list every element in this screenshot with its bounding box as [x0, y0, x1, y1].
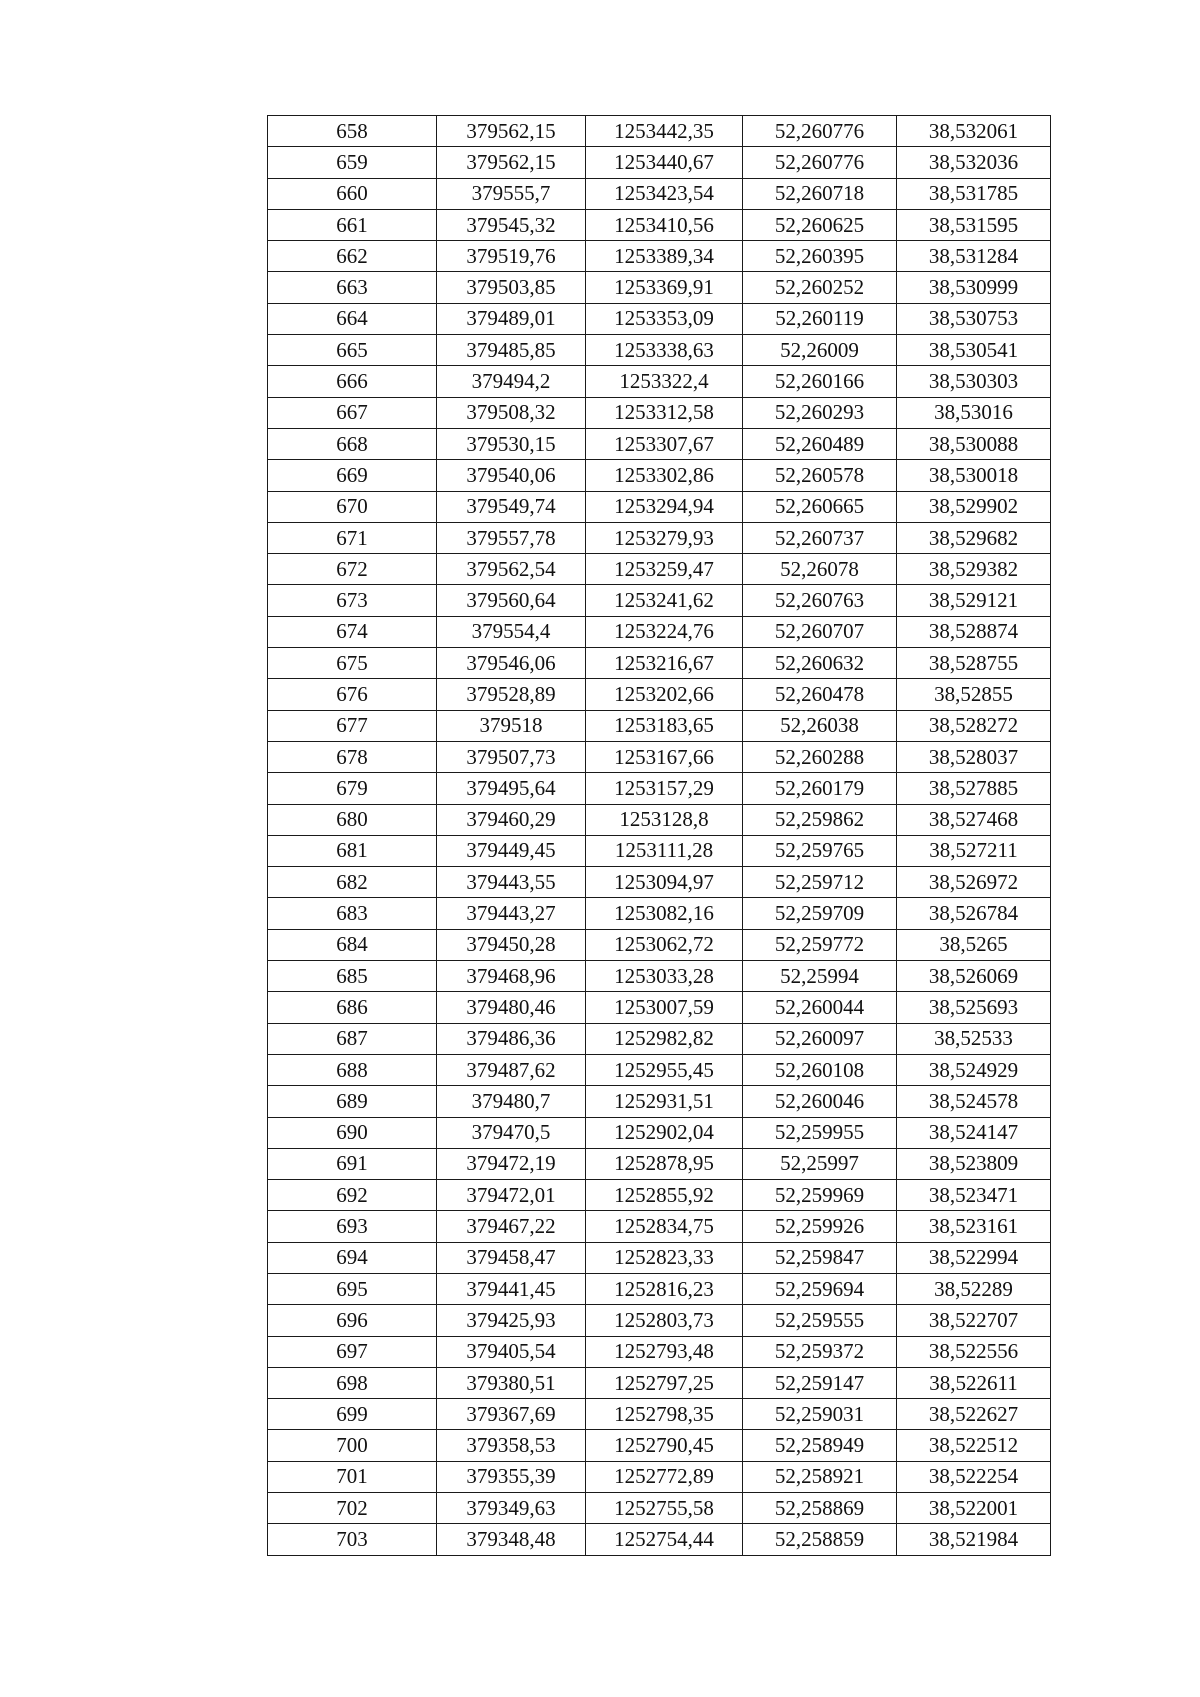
- table-row: [268, 1054, 1051, 1085]
- latitude-cell: 52,26078: [743, 554, 897, 585]
- point-number-cell: 669: [268, 460, 437, 491]
- x-coordinate-cell: 379555,7: [437, 178, 586, 209]
- y-coordinate-cell: 1253369,91: [586, 272, 743, 303]
- point-number-cell: 693: [268, 1211, 437, 1242]
- longitude-cell: 38,522254: [897, 1461, 1051, 1492]
- y-coordinate-cell: 1252790,45: [586, 1430, 743, 1461]
- table-row: [268, 522, 1051, 553]
- longitude-cell: 38,530999: [897, 272, 1051, 303]
- x-coordinate-cell: 379358,53: [437, 1430, 586, 1461]
- latitude-cell: 52,259709: [743, 898, 897, 929]
- y-coordinate-cell: 1253353,09: [586, 303, 743, 334]
- table-row: [268, 741, 1051, 772]
- x-coordinate-cell: 379355,39: [437, 1461, 586, 1492]
- longitude-cell: 38,523161: [897, 1211, 1051, 1242]
- point-number-cell: 702: [268, 1493, 437, 1524]
- point-number-cell: 692: [268, 1180, 437, 1211]
- longitude-cell: 38,527885: [897, 773, 1051, 804]
- longitude-cell: 38,523809: [897, 1148, 1051, 1179]
- longitude-cell: 38,52855: [897, 679, 1051, 710]
- y-coordinate-cell: 1253224,76: [586, 616, 743, 647]
- table-row: [268, 929, 1051, 960]
- x-coordinate-cell: 379489,01: [437, 303, 586, 334]
- latitude-cell: 52,260489: [743, 428, 897, 459]
- table-row: [268, 1023, 1051, 1054]
- longitude-cell: 38,522611: [897, 1367, 1051, 1398]
- longitude-cell: 38,530303: [897, 366, 1051, 397]
- point-number-cell: 700: [268, 1430, 437, 1461]
- point-number-cell: 667: [268, 397, 437, 428]
- y-coordinate-cell: 1252798,35: [586, 1399, 743, 1430]
- point-number-cell: 695: [268, 1273, 437, 1304]
- point-number-cell: 699: [268, 1399, 437, 1430]
- longitude-cell: 38,530088: [897, 428, 1051, 459]
- latitude-cell: 52,259765: [743, 835, 897, 866]
- longitude-cell: 38,526972: [897, 867, 1051, 898]
- x-coordinate-cell: 379468,96: [437, 961, 586, 992]
- longitude-cell: 38,523471: [897, 1180, 1051, 1211]
- table-row: [268, 209, 1051, 240]
- latitude-cell: 52,258921: [743, 1461, 897, 1492]
- x-coordinate-cell: 379554,4: [437, 616, 586, 647]
- y-coordinate-cell: 1253302,86: [586, 460, 743, 491]
- y-coordinate-cell: 1252754,44: [586, 1524, 743, 1555]
- longitude-cell: 38,526784: [897, 898, 1051, 929]
- point-number-cell: 663: [268, 272, 437, 303]
- y-coordinate-cell: 1252878,95: [586, 1148, 743, 1179]
- y-coordinate-cell: 1252834,75: [586, 1211, 743, 1242]
- longitude-cell: 38,524578: [897, 1086, 1051, 1117]
- point-number-cell: 680: [268, 804, 437, 835]
- latitude-cell: 52,259694: [743, 1273, 897, 1304]
- table-row: [268, 835, 1051, 866]
- table-row: [268, 241, 1051, 272]
- longitude-cell: 38,528755: [897, 648, 1051, 679]
- y-coordinate-cell: 1253183,65: [586, 710, 743, 741]
- x-coordinate-cell: 379443,55: [437, 867, 586, 898]
- table-row: [268, 1148, 1051, 1179]
- longitude-cell: 38,522707: [897, 1305, 1051, 1336]
- x-coordinate-cell: 379540,06: [437, 460, 586, 491]
- longitude-cell: 38,532061: [897, 116, 1051, 147]
- point-number-cell: 686: [268, 992, 437, 1023]
- x-coordinate-cell: 379441,45: [437, 1273, 586, 1304]
- x-coordinate-cell: 379472,01: [437, 1180, 586, 1211]
- longitude-cell: 38,52533: [897, 1023, 1051, 1054]
- y-coordinate-cell: 1253312,58: [586, 397, 743, 428]
- longitude-cell: 38,527468: [897, 804, 1051, 835]
- x-coordinate-cell: 379486,36: [437, 1023, 586, 1054]
- table-row: [268, 397, 1051, 428]
- x-coordinate-cell: 379528,89: [437, 679, 586, 710]
- latitude-cell: 52,260737: [743, 522, 897, 553]
- table-row: [268, 1524, 1051, 1555]
- table-row: [268, 428, 1051, 459]
- x-coordinate-cell: 379467,22: [437, 1211, 586, 1242]
- longitude-cell: 38,530018: [897, 460, 1051, 491]
- x-coordinate-cell: 379458,47: [437, 1242, 586, 1273]
- longitude-cell: 38,522001: [897, 1493, 1051, 1524]
- latitude-cell: 52,259955: [743, 1117, 897, 1148]
- longitude-cell: 38,532036: [897, 147, 1051, 178]
- latitude-cell: 52,260395: [743, 241, 897, 272]
- latitude-cell: 52,260288: [743, 741, 897, 772]
- x-coordinate-cell: 379443,27: [437, 898, 586, 929]
- table-row: [268, 1461, 1051, 1492]
- latitude-cell: 52,260776: [743, 116, 897, 147]
- x-coordinate-cell: 379348,48: [437, 1524, 586, 1555]
- y-coordinate-cell: 1252823,33: [586, 1242, 743, 1273]
- latitude-cell: 52,260665: [743, 491, 897, 522]
- latitude-cell: 52,260252: [743, 272, 897, 303]
- table-row: [268, 147, 1051, 178]
- table-row: [268, 616, 1051, 647]
- point-number-cell: 681: [268, 835, 437, 866]
- point-number-cell: 683: [268, 898, 437, 929]
- table-row: [268, 710, 1051, 741]
- table-row: [268, 679, 1051, 710]
- x-coordinate-cell: 379380,51: [437, 1367, 586, 1398]
- latitude-cell: 52,26038: [743, 710, 897, 741]
- longitude-cell: 38,529902: [897, 491, 1051, 522]
- latitude-cell: 52,25994: [743, 961, 897, 992]
- y-coordinate-cell: 1252855,92: [586, 1180, 743, 1211]
- y-coordinate-cell: 1253338,63: [586, 335, 743, 366]
- y-coordinate-cell: 1253279,93: [586, 522, 743, 553]
- point-number-cell: 679: [268, 773, 437, 804]
- point-number-cell: 673: [268, 585, 437, 616]
- x-coordinate-cell: 379530,15: [437, 428, 586, 459]
- x-coordinate-cell: 379405,54: [437, 1336, 586, 1367]
- latitude-cell: 52,259147: [743, 1367, 897, 1398]
- x-coordinate-cell: 379495,64: [437, 773, 586, 804]
- point-number-cell: 684: [268, 929, 437, 960]
- longitude-cell: 38,527211: [897, 835, 1051, 866]
- x-coordinate-cell: 379472,19: [437, 1148, 586, 1179]
- point-number-cell: 687: [268, 1023, 437, 1054]
- x-coordinate-cell: 379480,46: [437, 992, 586, 1023]
- table-row: [268, 1117, 1051, 1148]
- point-number-cell: 670: [268, 491, 437, 522]
- longitude-cell: 38,53016: [897, 397, 1051, 428]
- table-row: [268, 1242, 1051, 1273]
- y-coordinate-cell: 1253062,72: [586, 929, 743, 960]
- y-coordinate-cell: 1253033,28: [586, 961, 743, 992]
- point-number-cell: 658: [268, 116, 437, 147]
- x-coordinate-cell: 379519,76: [437, 241, 586, 272]
- y-coordinate-cell: 1253423,54: [586, 178, 743, 209]
- x-coordinate-cell: 379549,74: [437, 491, 586, 522]
- latitude-cell: 52,260046: [743, 1086, 897, 1117]
- longitude-cell: 38,531785: [897, 178, 1051, 209]
- x-coordinate-cell: 379503,85: [437, 272, 586, 303]
- longitude-cell: 38,524147: [897, 1117, 1051, 1148]
- x-coordinate-cell: 379562,54: [437, 554, 586, 585]
- longitude-cell: 38,530753: [897, 303, 1051, 334]
- y-coordinate-cell: 1253111,28: [586, 835, 743, 866]
- y-coordinate-cell: 1253007,59: [586, 992, 743, 1023]
- longitude-cell: 38,528272: [897, 710, 1051, 741]
- point-number-cell: 698: [268, 1367, 437, 1398]
- x-coordinate-cell: 379460,29: [437, 804, 586, 835]
- y-coordinate-cell: 1253259,47: [586, 554, 743, 585]
- y-coordinate-cell: 1253440,67: [586, 147, 743, 178]
- longitude-cell: 38,528037: [897, 741, 1051, 772]
- y-coordinate-cell: 1253157,29: [586, 773, 743, 804]
- y-coordinate-cell: 1253389,34: [586, 241, 743, 272]
- point-number-cell: 703: [268, 1524, 437, 1555]
- latitude-cell: 52,260718: [743, 178, 897, 209]
- point-number-cell: 696: [268, 1305, 437, 1336]
- point-number-cell: 671: [268, 522, 437, 553]
- table-row: [268, 1493, 1051, 1524]
- longitude-cell: 38,524929: [897, 1054, 1051, 1085]
- table-row: [268, 961, 1051, 992]
- point-number-cell: 668: [268, 428, 437, 459]
- y-coordinate-cell: 1253294,94: [586, 491, 743, 522]
- latitude-cell: 52,259712: [743, 867, 897, 898]
- latitude-cell: 52,260097: [743, 1023, 897, 1054]
- latitude-cell: 52,260625: [743, 209, 897, 240]
- point-number-cell: 694: [268, 1242, 437, 1273]
- table-row: [268, 648, 1051, 679]
- table-row: [268, 554, 1051, 585]
- longitude-cell: 38,528874: [897, 616, 1051, 647]
- coordinates-table-body: [268, 116, 1051, 1556]
- point-number-cell: 660: [268, 178, 437, 209]
- x-coordinate-cell: 379494,2: [437, 366, 586, 397]
- point-number-cell: 674: [268, 616, 437, 647]
- x-coordinate-cell: 379546,06: [437, 648, 586, 679]
- table-row: [268, 1336, 1051, 1367]
- longitude-cell: 38,526069: [897, 961, 1051, 992]
- y-coordinate-cell: 1253307,67: [586, 428, 743, 459]
- latitude-cell: 52,260763: [743, 585, 897, 616]
- x-coordinate-cell: 379487,62: [437, 1054, 586, 1085]
- y-coordinate-cell: 1252955,45: [586, 1054, 743, 1085]
- y-coordinate-cell: 1252772,89: [586, 1461, 743, 1492]
- latitude-cell: 52,260119: [743, 303, 897, 334]
- point-number-cell: 682: [268, 867, 437, 898]
- x-coordinate-cell: 379508,32: [437, 397, 586, 428]
- x-coordinate-cell: 379367,69: [437, 1399, 586, 1430]
- longitude-cell: 38,52289: [897, 1273, 1051, 1304]
- x-coordinate-cell: 379480,7: [437, 1086, 586, 1117]
- x-coordinate-cell: 379470,5: [437, 1117, 586, 1148]
- table-row: [268, 804, 1051, 835]
- longitude-cell: 38,529682: [897, 522, 1051, 553]
- point-number-cell: 689: [268, 1086, 437, 1117]
- point-number-cell: 685: [268, 961, 437, 992]
- y-coordinate-cell: 1253167,66: [586, 741, 743, 772]
- latitude-cell: 52,260478: [743, 679, 897, 710]
- table-row: [268, 585, 1051, 616]
- longitude-cell: 38,530541: [897, 335, 1051, 366]
- point-number-cell: 676: [268, 679, 437, 710]
- y-coordinate-cell: 1252803,73: [586, 1305, 743, 1336]
- table-row: [268, 1367, 1051, 1398]
- point-number-cell: 697: [268, 1336, 437, 1367]
- table-row: [268, 992, 1051, 1023]
- table-row: [268, 335, 1051, 366]
- x-coordinate-cell: 379560,64: [437, 585, 586, 616]
- latitude-cell: 52,260632: [743, 648, 897, 679]
- latitude-cell: 52,259969: [743, 1180, 897, 1211]
- latitude-cell: 52,260166: [743, 366, 897, 397]
- table-row: [268, 366, 1051, 397]
- longitude-cell: 38,529382: [897, 554, 1051, 585]
- table-row: [268, 1211, 1051, 1242]
- latitude-cell: 52,259847: [743, 1242, 897, 1273]
- y-coordinate-cell: 1253094,97: [586, 867, 743, 898]
- x-coordinate-cell: 379425,93: [437, 1305, 586, 1336]
- longitude-cell: 38,522512: [897, 1430, 1051, 1461]
- y-coordinate-cell: 1253442,35: [586, 116, 743, 147]
- x-coordinate-cell: 379450,28: [437, 929, 586, 960]
- y-coordinate-cell: 1252816,23: [586, 1273, 743, 1304]
- latitude-cell: 52,260578: [743, 460, 897, 491]
- latitude-cell: 52,259772: [743, 929, 897, 960]
- latitude-cell: 52,259926: [743, 1211, 897, 1242]
- point-number-cell: 666: [268, 366, 437, 397]
- x-coordinate-cell: 379562,15: [437, 116, 586, 147]
- table-row: [268, 1305, 1051, 1336]
- longitude-cell: 38,525693: [897, 992, 1051, 1023]
- table-row: [268, 898, 1051, 929]
- y-coordinate-cell: 1253322,4: [586, 366, 743, 397]
- latitude-cell: 52,260776: [743, 147, 897, 178]
- point-number-cell: 701: [268, 1461, 437, 1492]
- latitude-cell: 52,260044: [743, 992, 897, 1023]
- latitude-cell: 52,258949: [743, 1430, 897, 1461]
- point-number-cell: 675: [268, 648, 437, 679]
- y-coordinate-cell: 1252797,25: [586, 1367, 743, 1398]
- point-number-cell: 677: [268, 710, 437, 741]
- longitude-cell: 38,531595: [897, 209, 1051, 240]
- y-coordinate-cell: 1252793,48: [586, 1336, 743, 1367]
- latitude-cell: 52,259031: [743, 1399, 897, 1430]
- latitude-cell: 52,260108: [743, 1054, 897, 1085]
- table-row: [268, 1430, 1051, 1461]
- latitude-cell: 52,260293: [743, 397, 897, 428]
- y-coordinate-cell: 1252931,51: [586, 1086, 743, 1117]
- latitude-cell: 52,260179: [743, 773, 897, 804]
- y-coordinate-cell: 1253410,56: [586, 209, 743, 240]
- table-row: [268, 867, 1051, 898]
- latitude-cell: 52,259372: [743, 1336, 897, 1367]
- table-row: [268, 272, 1051, 303]
- point-number-cell: 661: [268, 209, 437, 240]
- y-coordinate-cell: 1252755,58: [586, 1493, 743, 1524]
- point-number-cell: 688: [268, 1054, 437, 1085]
- point-number-cell: 664: [268, 303, 437, 334]
- latitude-cell: 52,260707: [743, 616, 897, 647]
- table-row: [268, 1399, 1051, 1430]
- x-coordinate-cell: 379518: [437, 710, 586, 741]
- y-coordinate-cell: 1252982,82: [586, 1023, 743, 1054]
- table-row: [268, 491, 1051, 522]
- y-coordinate-cell: 1252902,04: [586, 1117, 743, 1148]
- longitude-cell: 38,529121: [897, 585, 1051, 616]
- table-row: [268, 116, 1051, 147]
- table-row: [268, 1180, 1051, 1211]
- longitude-cell: 38,5265: [897, 929, 1051, 960]
- point-number-cell: 659: [268, 147, 437, 178]
- table-row: [268, 1086, 1051, 1117]
- point-number-cell: 662: [268, 241, 437, 272]
- point-number-cell: 691: [268, 1148, 437, 1179]
- x-coordinate-cell: 379557,78: [437, 522, 586, 553]
- latitude-cell: 52,26009: [743, 335, 897, 366]
- coordinates-table: [267, 115, 1051, 1556]
- x-coordinate-cell: 379507,73: [437, 741, 586, 772]
- latitude-cell: 52,259555: [743, 1305, 897, 1336]
- longitude-cell: 38,521984: [897, 1524, 1051, 1555]
- x-coordinate-cell: 379449,45: [437, 835, 586, 866]
- longitude-cell: 38,522556: [897, 1336, 1051, 1367]
- y-coordinate-cell: 1253202,66: [586, 679, 743, 710]
- point-number-cell: 690: [268, 1117, 437, 1148]
- table-row: [268, 460, 1051, 491]
- table-row: [268, 303, 1051, 334]
- y-coordinate-cell: 1253128,8: [586, 804, 743, 835]
- point-number-cell: 672: [268, 554, 437, 585]
- x-coordinate-cell: 379485,85: [437, 335, 586, 366]
- point-number-cell: 665: [268, 335, 437, 366]
- longitude-cell: 38,522994: [897, 1242, 1051, 1273]
- table-row: [268, 178, 1051, 209]
- longitude-cell: 38,522627: [897, 1399, 1051, 1430]
- y-coordinate-cell: 1253082,16: [586, 898, 743, 929]
- latitude-cell: 52,25997: [743, 1148, 897, 1179]
- point-number-cell: 678: [268, 741, 437, 772]
- x-coordinate-cell: 379349,63: [437, 1493, 586, 1524]
- x-coordinate-cell: 379545,32: [437, 209, 586, 240]
- latitude-cell: 52,259862: [743, 804, 897, 835]
- y-coordinate-cell: 1253216,67: [586, 648, 743, 679]
- table-row: [268, 773, 1051, 804]
- table-row: [268, 1273, 1051, 1304]
- latitude-cell: 52,258869: [743, 1493, 897, 1524]
- latitude-cell: 52,258859: [743, 1524, 897, 1555]
- longitude-cell: 38,531284: [897, 241, 1051, 272]
- x-coordinate-cell: 379562,15: [437, 147, 586, 178]
- y-coordinate-cell: 1253241,62: [586, 585, 743, 616]
